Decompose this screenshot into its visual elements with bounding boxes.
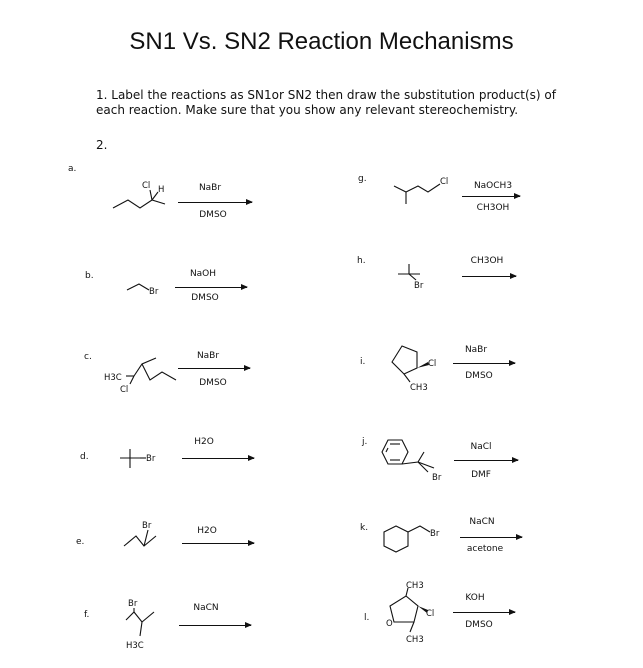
- reaction-j-reagent-bottom: DMF: [471, 470, 491, 480]
- reaction-a-atom-h: H: [158, 185, 165, 195]
- reaction-b-atom-br: Br: [149, 287, 159, 297]
- reaction-d-reagent-top: H2O: [194, 437, 214, 447]
- reaction-l-reagent-top: KOH: [465, 593, 485, 603]
- reaction-e-molecule: [120, 516, 168, 552]
- reaction-a-molecule: [110, 178, 170, 218]
- reaction-c-atom-cl: Cl: [120, 385, 129, 395]
- reaction-b-label: b.: [85, 271, 94, 281]
- reaction-d-atom-br: Br: [146, 454, 156, 464]
- reaction-c-label: c.: [84, 352, 92, 362]
- reaction-j-arrow: [454, 460, 518, 461]
- reaction-l-arrow: [453, 612, 515, 613]
- reaction-f-arrow: [179, 625, 251, 626]
- reaction-i-arrow: [453, 363, 515, 364]
- reaction-b-molecule: [125, 278, 165, 302]
- reaction-l-molecule: [378, 578, 442, 652]
- reaction-i-reagent-bottom: DMSO: [465, 371, 493, 381]
- reaction-f-label: f.: [84, 610, 90, 620]
- reaction-a-atom-cl: Cl: [142, 181, 151, 191]
- reaction-e-arrow: [182, 543, 254, 544]
- reaction-k-atom-br: Br: [430, 529, 440, 539]
- reaction-k-reagent-bottom: acetone: [466, 544, 504, 554]
- reaction-g-label: g.: [358, 174, 367, 184]
- reaction-a-label: a.: [68, 164, 77, 174]
- reaction-c-arrow: [178, 368, 250, 369]
- instruction-2: 2.: [96, 138, 108, 152]
- reaction-k-arrow: [460, 537, 522, 538]
- reaction-f-atom-br: Br: [128, 599, 138, 609]
- reaction-e-atom-br: Br: [142, 521, 152, 531]
- reaction-d-label: d.: [80, 452, 89, 462]
- reaction-g-reagent-top: NaOCH3: [473, 181, 513, 191]
- instruction-1: 1. Label the reactions as SN1or SN2 then draw the substitution product(s) of each reaction. Make sure that you show any relevant stereochemistry.: [96, 88, 556, 117]
- reaction-i-molecule: [384, 340, 442, 394]
- reaction-i-atom-ch3: CH3: [410, 383, 428, 393]
- reaction-h-molecule: [394, 258, 434, 294]
- reaction-i-label: i.: [360, 357, 366, 367]
- reaction-c-atom-h3c: H3C: [104, 373, 122, 383]
- reaction-b-reagent-top: NaOH: [189, 269, 217, 279]
- reaction-l-label: l.: [364, 613, 370, 623]
- reaction-j-reagent-top: NaCl: [470, 442, 492, 452]
- reaction-j-atom-br: Br: [432, 473, 442, 483]
- reaction-l-atom-cl: Cl: [426, 609, 435, 619]
- reaction-g-molecule: [390, 172, 454, 208]
- reaction-l-atom-o: O: [386, 619, 393, 629]
- reaction-j-molecule: [378, 434, 448, 486]
- reaction-h-arrow: [462, 276, 516, 277]
- reaction-i-atom-cl: Cl: [428, 359, 437, 369]
- reaction-l-reagent-bottom: DMSO: [465, 620, 493, 630]
- reaction-b-reagent-bottom: DMSO: [191, 293, 219, 303]
- reaction-a-arrow: [178, 202, 252, 203]
- reaction-h-atom-br: Br: [414, 281, 424, 291]
- reaction-e-reagent-top: H2O: [197, 526, 217, 536]
- reaction-f-atom-h3c: H3C: [126, 641, 144, 651]
- reaction-d-molecule: [116, 444, 160, 472]
- reaction-i-reagent-top: NaBr: [464, 345, 488, 355]
- reaction-e-label: e.: [76, 537, 85, 547]
- reaction-c-molecule: [104, 350, 184, 398]
- reaction-l-atom-ch3-top: CH3: [406, 581, 424, 591]
- reaction-a-reagent-bottom: DMSO: [199, 210, 227, 220]
- reaction-f-molecule: [118, 592, 162, 654]
- reaction-b-arrow: [175, 287, 247, 288]
- reaction-h-label: h.: [357, 256, 366, 266]
- page-title: SN1 Vs. SN2 Reaction Mechanisms: [129, 28, 514, 55]
- reaction-j-label: j.: [362, 437, 368, 447]
- reaction-k-label: k.: [360, 523, 369, 533]
- reaction-l-atom-ch3-bottom: CH3: [406, 635, 424, 645]
- reaction-d-arrow: [182, 458, 254, 459]
- reaction-c-reagent-top: NaBr: [196, 351, 220, 361]
- reaction-k-reagent-top: NaCN: [469, 517, 495, 527]
- reaction-g-arrow: [462, 196, 520, 197]
- reaction-g-atom-cl: Cl: [440, 177, 449, 187]
- reaction-c-reagent-bottom: DMSO: [199, 378, 227, 388]
- reaction-k-molecule: [378, 518, 444, 558]
- reaction-h-reagent-top: CH3OH: [470, 256, 504, 266]
- reaction-f-reagent-top: NaCN: [193, 603, 219, 613]
- reaction-a-reagent-top: NaBr: [198, 183, 222, 193]
- reaction-g-reagent-bottom: CH3OH: [476, 203, 510, 213]
